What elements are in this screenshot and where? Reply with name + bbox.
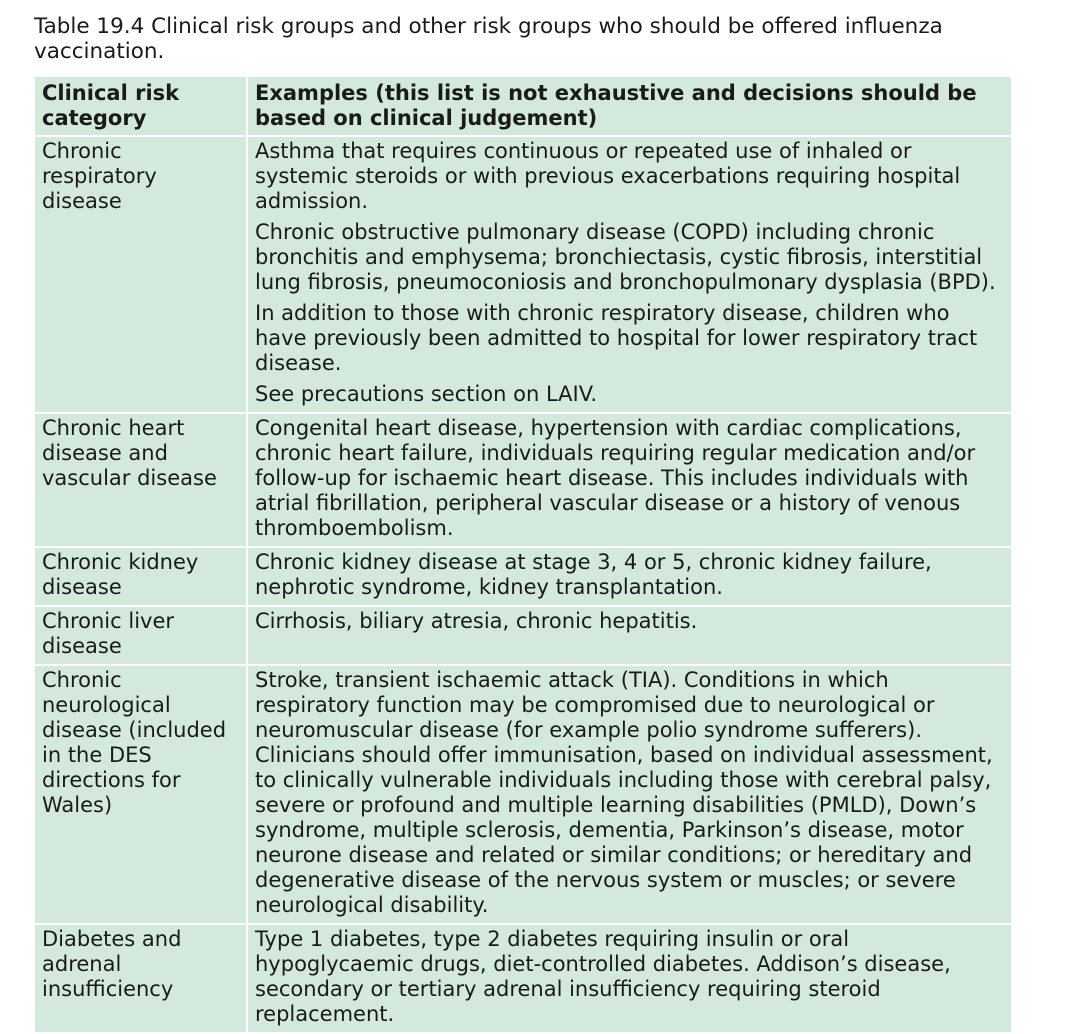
examples-cell — [247, 924, 1012, 1033]
table-row — [34, 413, 1012, 547]
example-paragraph: Chronic kidney disease at stage 3, 4 or 5, chronic kidney failure, nephrotic syndrome, kidney transplantation. — [255, 550, 932, 599]
table-body — [34, 136, 1012, 1033]
examples-cell — [247, 547, 1012, 606]
example-paragraph: Cirrhosis, biliary atresia, chronic hepatitis. — [255, 609, 698, 633]
header-category: Clinical risk category — [34, 76, 247, 136]
risk-groups-table — [33, 75, 1013, 1034]
example-paragraph: Asthma that requires continuous or repeated use of inhaled or systemic steroids or with previous exacerbations requiring hospital admission. — [255, 139, 961, 213]
example-paragraph: Congenital heart disease, hypertension with cardiac complications, chronic heart failure, individuals requiring regular medication and/or follow-up for ischaemic heart disease. This includes individuals with atrial fibrillation, peripheral vascular disease or a history of venous thromboembolism. — [255, 416, 976, 540]
examples-cell — [247, 606, 1012, 665]
example-paragraph: Stroke, transient ischaemic attack (TIA). Conditions in which respiratory function may be compromised due to neurological or neuromuscular disease (for example polio syndrome sufferers). Clinicians should offer immunisation, based on individual assessment, to clinically vulnerable individuals including those with cerebral palsy, severe or profound and multiple learning disabilities (PMLD), Down’s syndrome, multiple sclerosis, dementia, Parkinson’s disease, motor neurone disease and related or similar conditions; or hereditary and degenerative disease of the nervous system or muscles; or severe neurological disability. — [255, 668, 993, 917]
category-cell: Chronic respiratory disease — [34, 136, 247, 413]
category-cell: Chronic liver disease — [34, 606, 247, 665]
example-paragraph: See precautions section on LAIV. — [255, 382, 598, 406]
table-row — [34, 547, 1012, 606]
table-row — [34, 606, 1012, 665]
header-examples: Examples (this list is not exhaustive and decisions should be based on clinical judgement) — [247, 76, 1012, 136]
example-paragraph: Chronic obstructive pulmonary disease (COPD) including chronic bronchitis and emphysema; bronchiectasis, cystic fibrosis, interstitial lung fibrosis, pneumoconiosis and bronchopulmonary dysplasia (BPD). — [255, 220, 996, 294]
table-row — [34, 665, 1012, 924]
examples-cell — [247, 665, 1012, 924]
example-paragraph: In addition to those with chronic respiratory disease, children who have previously been admitted to hospital for lower respiratory tract disease. — [255, 301, 978, 375]
category-cell: Chronic kidney disease — [34, 547, 247, 606]
example-paragraph: Type 1 diabetes, type 2 diabetes requiring insulin or oral hypoglycaemic drugs, diet-controlled diabetes. Addison’s disease, secondary or tertiary adrenal insufficiency requiring steroid replacement. — [255, 927, 951, 1026]
examples-cell — [247, 413, 1012, 547]
examples-cell — [247, 136, 1012, 413]
category-cell: Chronic heart disease and vascular disease — [34, 413, 247, 547]
table-row — [34, 924, 1012, 1033]
category-cell: Diabetes and adrenal insufficiency — [34, 924, 247, 1033]
table-caption: Table 19.4 Clinical risk groups and other risk groups who should be offered influenza vaccination. — [34, 14, 943, 64]
category-cell: Chronic neurological disease (included in the DES directions for Wales) — [34, 665, 247, 924]
table-row — [34, 136, 1012, 413]
table-header-row — [34, 76, 1012, 136]
